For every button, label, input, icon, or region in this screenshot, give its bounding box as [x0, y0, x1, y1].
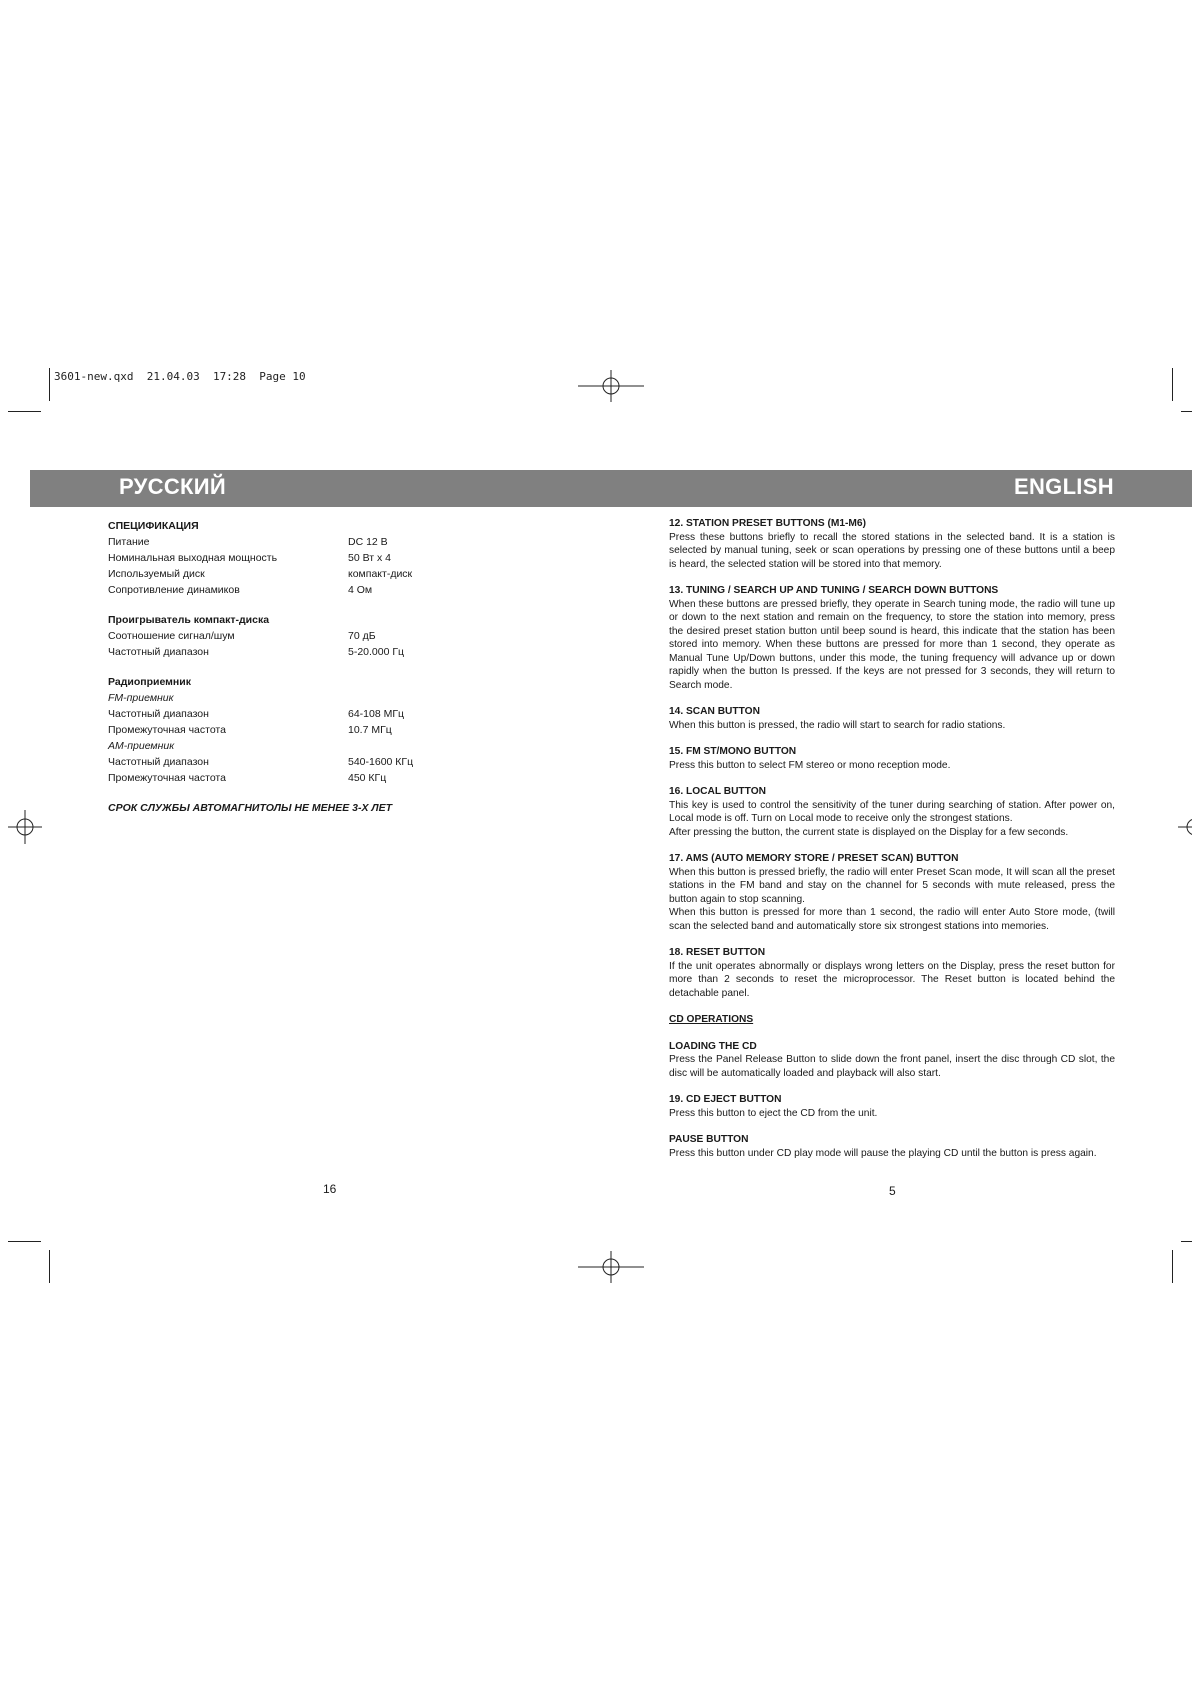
spec-row	[108, 566, 468, 582]
section-paragraph: Press these buttons briefly to recall the stored stations in the selected band. It is a station is selected by manual tuning, seek or scan operations by pressing one of these buttons until a beep is heard, the selected station will be stored into that memory.	[669, 531, 1115, 570]
section-ams	[669, 852, 1115, 933]
crop-mark	[8, 1241, 41, 1242]
spec-label: Промежуточная частота	[108, 724, 226, 736]
am-subtitle: AM-приемник	[108, 740, 175, 752]
section-heading: 13. TUNING / SEARCH UP AND TUNING / SEARCH DOWN BUTTONS	[669, 585, 999, 596]
section-paragraph: Press this button under CD play mode will pause the playing CD until the button is press again.	[669, 1147, 1097, 1159]
crop-mark	[8, 411, 41, 412]
section-station-preset	[669, 517, 1115, 571]
cd-player-title: Проигрыватель компакт-диска	[108, 614, 270, 626]
spec-value: компакт-диск	[348, 568, 413, 580]
fm-subtitle: FM-приемник	[108, 692, 174, 704]
crop-mark	[49, 368, 50, 401]
section-heading: 17. AMS (AUTO MEMORY STORE / PRESET SCAN) BUTTON	[669, 853, 959, 864]
registration-mark-icon	[578, 370, 644, 402]
section-paragraph: When this button is pressed briefly, the radio will enter Preset Scan mode, It will scan all the preset stations in the FM band and stay on the channel for 5 seconds with mute released, press the button again to stop scanning.	[669, 866, 1115, 905]
section-loading-cd	[669, 1040, 1115, 1081]
spec-row	[108, 722, 468, 738]
section-paragraph: When this button is pressed, the radio will start to search for radio stations.	[669, 719, 1006, 731]
page-number-right: 5	[889, 1184, 896, 1198]
spec-value: 540-1600 КГц	[348, 756, 414, 768]
spec-row	[108, 534, 468, 550]
section-heading: 16. LOCAL BUTTON	[669, 786, 766, 797]
section-paragraph: Press this button to select FM stereo or mono reception mode.	[669, 759, 951, 771]
spec-label: Питание	[108, 536, 150, 548]
radio-title: Радиоприемник	[108, 676, 191, 688]
section-paragraph: This key is used to control the sensitivity of the tuner during searching of station. After power on, Local mode is off. Turn on Local mode to receive only the strongest stations.	[669, 799, 1115, 824]
spec-value: 450 КГц	[348, 772, 387, 784]
spec-label: Частотный диапазон	[108, 646, 209, 658]
spec-label: Соотношение сигнал/шум	[108, 630, 235, 642]
spec-value: 10.7 МГц	[348, 724, 392, 736]
section-pause	[669, 1133, 1115, 1160]
section-fm-st-mono	[669, 745, 1115, 772]
spec-row	[108, 706, 468, 722]
crop-mark	[1181, 411, 1192, 412]
section-heading: 18. RESET BUTTON	[669, 947, 766, 958]
specification-block	[108, 518, 468, 816]
section-heading: 19. CD EJECT BUTTON	[669, 1094, 782, 1105]
section-paragraph: Press this button to eject the CD from the unit.	[669, 1107, 878, 1119]
spec-label: Номинальная выходная мощность	[108, 552, 278, 564]
spec-label: Используемый диск	[108, 568, 205, 580]
print-slug: 3601-new.qxd 21.04.03 17:28 Page 10	[54, 370, 306, 383]
crop-mark	[1181, 1241, 1192, 1242]
registration-mark-icon	[1178, 810, 1192, 844]
spec-label: Промежуточная частота	[108, 772, 226, 784]
section-paragraph: After pressing the button, the current state is displayed on the Display for a few seconds.	[669, 826, 1069, 838]
section-paragraph: When these buttons are pressed briefly, they operate in Search tuning mode, the radio will tune up or down to the next station and remain on the frequency, to store the station into memory, press the desired preset station button until beep sound is heard, this indicate that the station has been stored into memory. When these buttons are pressed for more than 1 second, they operate as Manual Tune Up/Down buttons, under this mode, the tuning frequency will advance up or down rapidly when the button Is pressed. If the keys are not pressed for 3 seconds, they will return to Search mode.	[669, 598, 1115, 691]
spec-value: 64-108 МГц	[348, 708, 405, 720]
section-heading: 14. SCAN BUTTON	[669, 706, 760, 717]
registration-mark-icon	[8, 810, 42, 844]
spec-label: Сопротивление динамиков	[108, 584, 240, 596]
registration-mark-icon	[578, 1251, 644, 1283]
spec-value: 50 Вт х 4	[348, 552, 391, 564]
section-paragraph: Press the Panel Release Button to slide down the front panel, insert the disc through CD slot, the disc will be automatically loaded and playback will also start.	[669, 1054, 1115, 1079]
cd-operations-heading: CD OPERATIONS	[669, 1014, 754, 1025]
section-heading: 12. STATION PRESET BUTTONS (M1-M6)	[669, 518, 866, 529]
section-heading: 15. FM ST/MONO BUTTON	[669, 746, 797, 757]
crop-mark	[1172, 368, 1173, 401]
language-header-bar	[30, 470, 1192, 507]
header-english: ENGLISH	[1014, 474, 1114, 499]
section-paragraph: If the unit operates abnormally or displays wrong letters on the Display, press the reset button for more than 2 seconds to reset the microprocessor. The Reset button is located behind the detachable panel.	[669, 960, 1115, 999]
spec-row	[108, 582, 468, 598]
spec-row	[108, 644, 468, 660]
section-reset	[669, 946, 1115, 1000]
section-cd-eject	[669, 1093, 1115, 1120]
section-paragraph: When this button is pressed for more than 1 second, the radio will enter Auto Store mode, (twill scan the selected band and automatically store six strongest stations into memories.	[669, 907, 1115, 932]
section-heading: PAUSE BUTTON	[669, 1134, 749, 1145]
page-number-left: 16	[323, 1182, 337, 1196]
spec-row	[108, 754, 468, 770]
spec-title: СПЕЦИФИКАЦИЯ	[108, 520, 199, 532]
service-life-notice: СРОК СЛУЖБЫ АВТОМАГНИТОЛЫ НЕ МЕНЕЕ 3-Х ЛЕТ	[108, 802, 393, 814]
instructions-block	[669, 517, 1115, 1160]
spec-value: 4 Ом	[348, 584, 373, 596]
section-tuning	[669, 584, 1115, 692]
header-russian: РУССКИЙ	[119, 474, 226, 499]
spec-label: Частотный диапазон	[108, 708, 209, 720]
section-heading: LOADING THE CD	[669, 1040, 757, 1052]
spec-label: Частотный диапазон	[108, 756, 209, 768]
section-scan	[669, 705, 1115, 732]
spec-row	[108, 550, 468, 566]
spec-value: 70 дБ	[348, 630, 376, 642]
section-local	[669, 785, 1115, 839]
spec-row	[108, 628, 468, 644]
spec-value: DC 12 В	[348, 536, 388, 548]
spec-row	[108, 770, 468, 786]
spec-value: 5-20.000 Гц	[348, 646, 405, 658]
crop-mark	[1172, 1250, 1173, 1283]
crop-mark	[49, 1250, 50, 1283]
